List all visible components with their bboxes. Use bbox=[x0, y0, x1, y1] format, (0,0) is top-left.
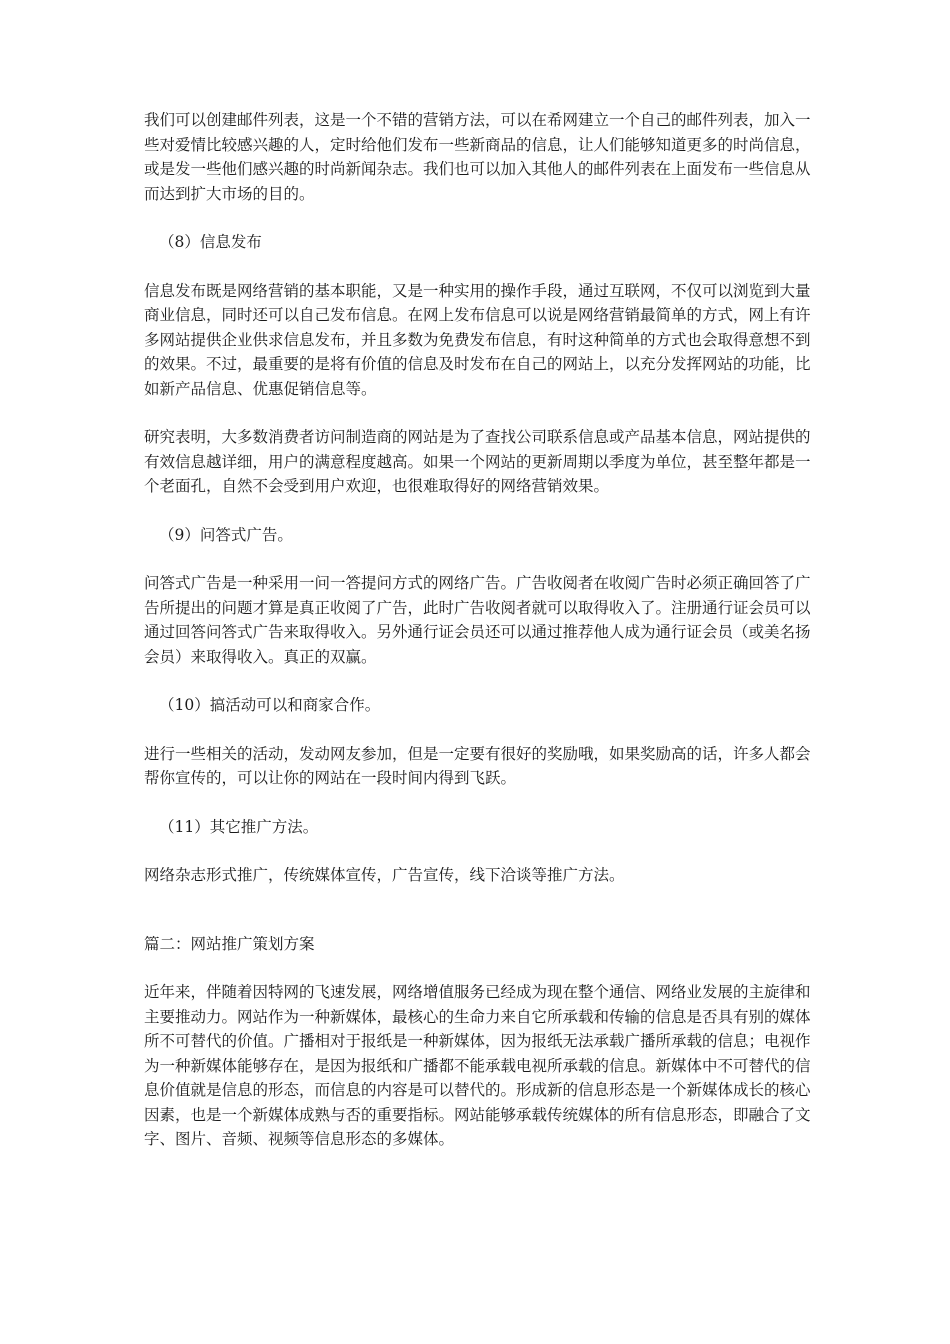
paragraph-other-methods: 网络杂志形式推广，传统媒体宣传，广告宣传，线下洽谈等推广方法。 bbox=[144, 866, 625, 884]
heading-info-publishing: （8）信息发布 bbox=[159, 233, 262, 251]
heading-activities: （10）搞活动可以和商家合作。 bbox=[159, 696, 381, 714]
document-body bbox=[144, 108, 812, 1176]
heading-qa-ads: （9）问答式广告。 bbox=[159, 525, 293, 544]
paragraph-mailing-list: 我们可以创建邮件列表，这是一个不错的营销方法，可以在希网建立一个自己的邮件列表，加入一些对爱情比较感兴趣的人，定时给他们发布一些新商品的信息，让人们能够知道更多的时尚信息，或是发一些他们感兴趣的时尚新闻杂志。我们也可以加入其他人的邮件列表在上面发布一些信息从而达到扩大市场的目的。 bbox=[144, 111, 811, 203]
paragraph-info-publishing: 信息发布既是网络营销的基本职能，又是一种实用的操作手段，通过互联网，不仅可以浏览到大量商业信息，同时还可以自己发布信息。在网上发布信息可以说是网络营销最简单的方式，网上有许多网站提供企业供求信息发布，并且多数为免费发布信息，有时这种简单的方式也会取得意想不到的效果。不过，最重要的是将有价值的信息及时发布在自己的网站上，以充分发挥网站的功能，比如新产品信息、优惠促销信息等。 bbox=[144, 281, 811, 398]
paragraph-intro-part-two: 近年来，伴随着因特网的飞速发展，网络增值服务已经成为现在整个通信、网络业发展的主旋律和主要推动力。网站作为一种新媒体，最核心的生命力来自它所承载和传输的信息是否具有别的媒体所不可替代的价值。广播相对于报纸是一种新媒体，因为报纸无法承载广播所承载的信息；电视作为一种新媒体能够存在，是因为报纸和广播都不能承载电视所承载的信息。新媒体中不可替代的信息价值就是信息的形态，而信息的内容是可以替代的。形成新的信息形态是一个新媒体成长的核心因素，也是一个新媒体成熟与否的重要指标。网站能够承载传统媒体的所有信息形态，即融合了文字、图片、音频、视频等信息形态的多媒体。 bbox=[144, 983, 811, 1148]
section-title-part-two: 篇二：网站推广策划方案 bbox=[144, 934, 315, 953]
heading-other-methods: （11）其它推广方法。 bbox=[159, 817, 319, 836]
paragraph-activities: 进行一些相关的活动，发动网友参加，但是一定要有很好的奖励哦，如果奖励高的话，许多人都会帮你宣传的，可以让你的网站在一段时间内得到飞跃。 bbox=[144, 744, 811, 787]
paragraph-qa-ads: 问答式广告是一种采用一问一答提问方式的网络广告。广告收阅者在收阅广告时必须正确回答了广告所提出的问题才算是真正收阅了广告，此时广告收阅者就可以取得收入了。注册通行证会员可以通过回答问答式广告来取得收入。另外通行证会员还可以通过推荐他人成为通行证会员（或美名扬会员）来取得收入。真正的双赢。 bbox=[144, 574, 811, 666]
paragraph-research: 研究表明，大多数消费者访问制造商的网站是为了查找公司联系信息或产品基本信息，网站提供的有效信息越详细，用户的满意程度越高。如果一个网站的更新周期以季度为单位，甚至整年都是一个老面孔，自然不会受到用户欢迎，也很难取得好的网络营销效果。 bbox=[144, 428, 811, 495]
